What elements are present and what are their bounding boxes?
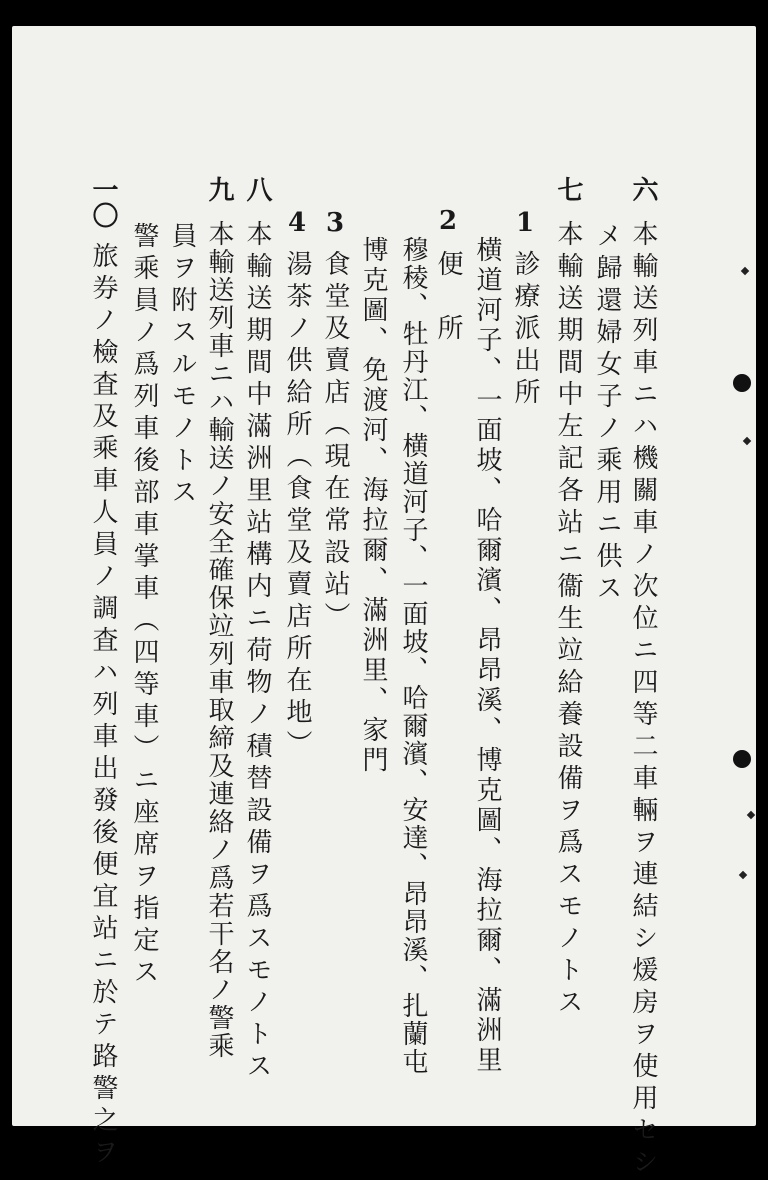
text-column-9 [320,208,350,634]
text-column-13 [167,222,197,510]
column-text: 穆稜、牡丹江、横道河子、一面坡、哈爾濱、安達、昂昂溪、扎蘭屯 [398,236,428,1076]
item-marker: 八 [242,176,272,202]
column-text: 診療派出所 [510,250,540,410]
item-marker: 1 [510,208,540,238]
item-marker: 4 [282,208,312,238]
column-text: 警乘員ノ爲列車後部車掌車（四等車）ニ座席ヲ指定ス [129,222,159,990]
text-column-1 [628,176,658,1180]
column-text: 横道河子、一面坡、哈爾濱、昂昂溪、博克圖、海拉爾、滿洲里 [472,236,502,1076]
binding-hole-bottom [733,750,751,768]
text-column-10 [282,208,312,762]
text-column-14 [129,222,159,990]
column-text: 員ヲ附スルモノトス [167,222,197,510]
text-column-12 [204,176,234,1060]
item-marker: 九 [204,176,234,202]
text-column-6 [433,206,463,346]
item-marker: 2 [433,206,463,236]
text-column-3 [553,176,583,1020]
text-column-11 [242,176,272,1084]
text-column-4 [510,208,540,410]
item-marker: 六 [628,176,658,202]
binding-hole-top [733,374,751,392]
item-marker: 一〇 [88,176,118,228]
text-column-8 [358,236,388,776]
text-column-15 [88,176,118,1170]
text-column-2 [592,222,622,606]
column-text: 博克圖、免渡河、海拉爾、滿洲里、家門 [358,236,388,776]
column-text: 便 所 [433,250,463,346]
column-text: 食堂及賣店（現在常設站） [320,250,350,634]
column-text: メ歸還婦女子ノ乘用ニ供ス [592,222,622,606]
item-marker: 3 [320,208,350,238]
column-text: 旅券ノ檢査及乘車人員ノ調査ハ列車出發後便宜站ニ於テ路警之ヲ [88,242,118,1170]
text-column-5 [472,236,502,1076]
column-text: 湯茶ノ供給所（食堂及賣店所在地） [282,250,312,762]
column-text: 本輸送期間中左記各站ニ衞生竝給養設備ヲ爲スモノトス [553,220,583,1020]
item-marker: 七 [553,176,583,202]
column-text: 本輸送列車ニハ輸送ノ安全確保竝列車取締及連絡ノ爲若干名ノ警乘 [204,220,234,1060]
column-text: 本輸送列車ニハ機關車ノ次位ニ四等二車輛ヲ連結シ煖房ヲ使用セシ [628,220,658,1180]
column-text: 本輸送期間中滿洲里站構内ニ荷物ノ積替設備ヲ爲スモノトス [242,220,272,1084]
text-column-7 [398,236,428,1076]
paper-sheet [12,26,756,1180]
